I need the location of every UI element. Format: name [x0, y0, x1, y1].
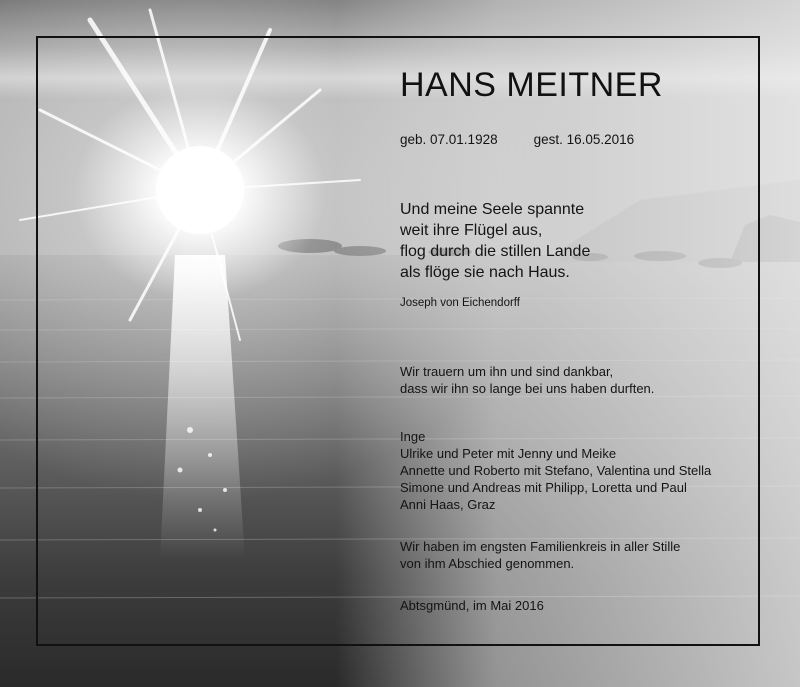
poem-line: Und meine Seele spannte: [400, 201, 585, 218]
poem-line: flog durch die stillen Lande: [400, 243, 591, 260]
family-line: Ulrike und Peter mit Jenny und Meike: [400, 446, 617, 461]
family-members: [400, 428, 711, 513]
family-line: Anni Haas, Graz: [400, 497, 496, 512]
place-and-date: Abtsgmünd, im Mai 2016: [400, 598, 544, 613]
family-line: Inge: [400, 429, 426, 444]
life-dates: [400, 132, 634, 147]
poem-author: Joseph von Eichendorff: [400, 297, 520, 309]
family-line: Simone und Andreas mit Philipp, Loretta und Paul: [400, 480, 687, 495]
poem-line: weit ihre Flügel aus,: [400, 222, 543, 239]
mourning-statement: [400, 363, 654, 397]
farewell-statement: [400, 538, 680, 572]
birth-date: geb. 07.01.1928: [400, 132, 498, 147]
poem-line: als flöge sie nach Haus.: [400, 264, 570, 281]
farewell-line: von ihm Abschied genommen.: [400, 556, 575, 571]
family-line: Annette und Roberto mit Stefano, Valentina und Stella: [400, 463, 712, 478]
deceased-name: HANS MEITNER: [400, 66, 663, 104]
mourning-line: Wir trauern um ihn und sind dankbar,: [400, 364, 614, 379]
death-date: gest. 16.05.2016: [533, 132, 635, 147]
mourning-line: dass wir ihn so lange bei uns haben durften.: [400, 381, 655, 396]
poem-verse: [400, 199, 590, 283]
farewell-line: Wir haben im engsten Familienkreis in aller Stille: [400, 539, 681, 554]
